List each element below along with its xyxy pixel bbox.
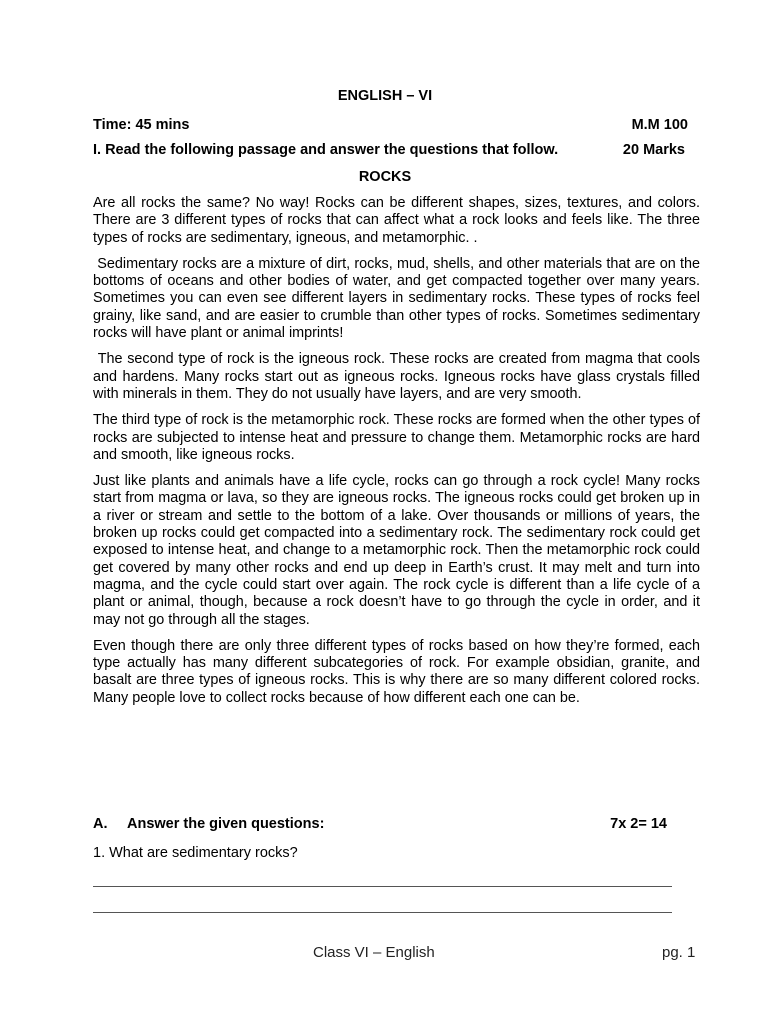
footer-page-number: pg. 1	[662, 944, 696, 961]
instruction-marks: 20 Marks	[622, 142, 685, 158]
max-marks-label: M.M 100	[631, 117, 688, 133]
passage-paragraph: Even though there are only three different types of rocks based on how they’re formed, each type actually has many different subcategories of rock. For example obsidian, granite, and basalt are three types of igneous rocks. This is why there are so many different colored rocks. Many people love to collect rocks because of how different each one can be.	[93, 637, 700, 706]
passage-paragraph: Sedimentary rocks are a mixture of dirt, rocks, mud, shells, and other materials that are on the bottoms of oceans and other bodies of water, and get compacted together over many years. Sometimes you can even see different layers in sedimentary rocks. These types of rocks feel grainy, like sand, and are easier to crumble than other types of rocks. Sometimes sedimentary rocks will have plant or animal imprints!	[93, 255, 704, 342]
footer-class-label: Class VI – English	[313, 944, 435, 961]
section-a-heading	[93, 816, 667, 832]
instruction-row	[93, 142, 689, 158]
answer-line-2[interactable]	[93, 912, 672, 913]
passage-paragraph: Are all rocks the same? No way! Rocks can be different shapes, sizes, textures, and colors. There are 3 different types of rocks that can affect what a rock looks and feels like. The three types of rocks are sedimentary, igneous, and metamorphic. .	[93, 195, 700, 246]
passage-paragraph: Just like plants and animals have a life cycle, rocks can go through a rock cycle! Many rocks start from magma or lava, so they are igneous rocks. The igneous rocks could get broken up in a river or stream and settle to the bottom of a lake. Over thousands or millions of years, the broken up rocks could get compacted into a sedimentary rock. The sedimentary rock could get exposed to intense heat, and change to a metamorphic rock. Then the metamorphic rock could get covered by many other rocks and end up deep in Earth’s crust. It may melt and turn into magma, and the cycle could start over again. The rock cycle is different than a life cycle of a plant or animal, though, because a rock doesn’t have to go through the cycle in order, and it may not go through all the stages.	[93, 473, 700, 628]
passage-body	[93, 195, 704, 716]
passage-paragraph: The second type of rock is the igneous rock. These rocks are created from magma that cools and hardens. Many rocks start out as igneous rocks. Igneous rocks have glass crystals filled with minerals in them. They do not usually have layers, and are very smooth.	[93, 351, 704, 402]
time-marks-row	[93, 117, 689, 133]
section-letter: A.	[93, 816, 108, 832]
answer-line-1[interactable]	[93, 886, 672, 887]
time-label: Time: 45 mins	[93, 117, 190, 133]
passage-title: ROCKS	[358, 169, 412, 185]
passage-paragraph: The third type of rock is the metamorphic rock. These rocks are formed when the other types of rocks are subjected to intense heat and pressure to change them. Metamorphic rocks are hard and smooth, like igneous rocks.	[93, 412, 700, 463]
instruction-text: I. Read the following passage and answer the questions that follow.	[93, 142, 559, 158]
page-title: ENGLISH – VI	[337, 88, 433, 104]
section-heading-text: Answer the given questions:	[127, 816, 325, 832]
section-marks: 7x 2= 14	[610, 816, 667, 832]
question-1: 1. What are sedimentary rocks?	[93, 845, 298, 861]
